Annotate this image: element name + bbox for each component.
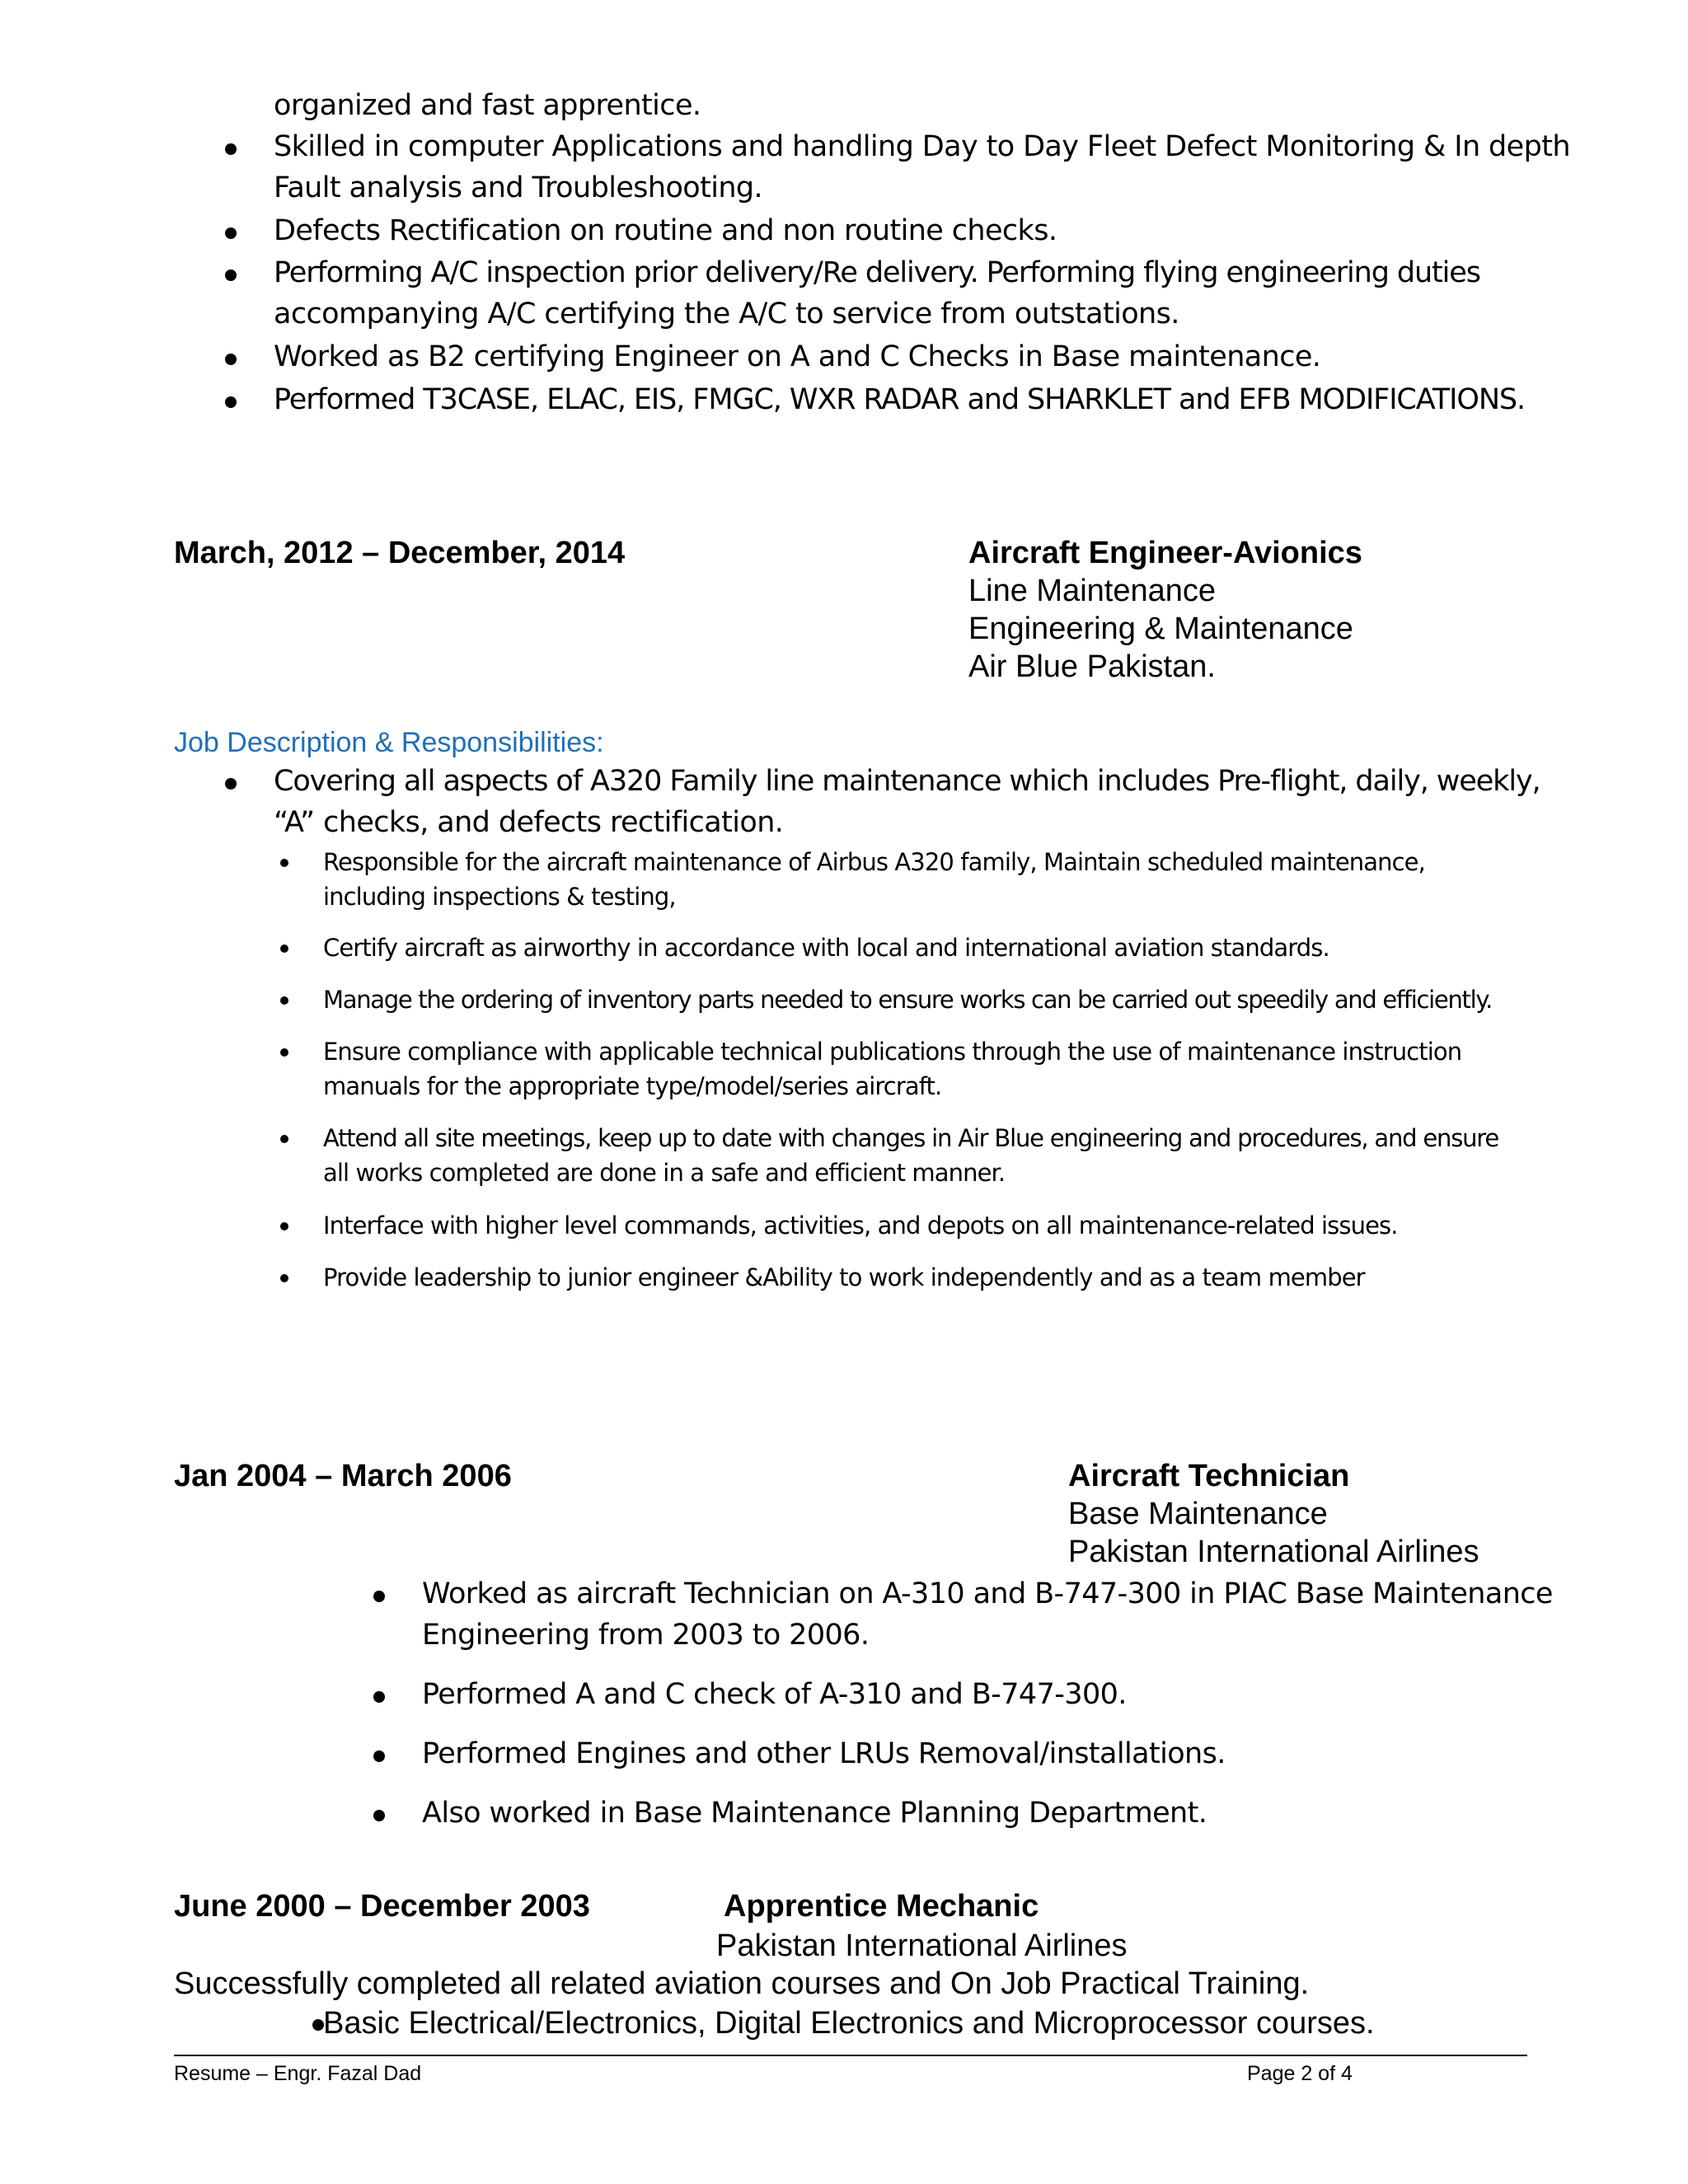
bullet-icon: [280, 1135, 288, 1143]
top-bullet-3-line1: Performing A/C inspection prior delivery/Re delivery. Performing flying engineering duties: [274, 256, 1480, 289]
bullet-icon: [225, 778, 237, 790]
sub-bullet-4-line1: Ensure compliance with applicable technical publications through the use of maintenance instruction: [323, 1038, 1462, 1066]
tech-bullet-1-line2: Engineering from 2003 to 2006.: [422, 1619, 870, 1652]
top-bullet-2: Defects Rectification on routine and non routine checks.: [274, 214, 1057, 247]
job-org-line: Line Maintenance: [968, 574, 1216, 608]
apprentice-bullet: Basic Electrical/Electronics, Digital Electronics and Microprocessor courses.: [323, 2006, 1375, 2041]
bullet-icon: [280, 859, 288, 867]
bullet-icon: [280, 1274, 288, 1282]
sub-bullet-5-line2: all works completed are done in a safe and efficient manner.: [323, 1159, 1006, 1187]
top-bullet-3-line2: accompanying A/C certifying the A/C to service from outstations.: [274, 298, 1179, 330]
bullet-icon: [312, 2019, 324, 2031]
job-dates: Jan 2004 – March 2006: [174, 1459, 512, 1493]
section-heading: Job Description & Responsibilities:: [174, 727, 604, 758]
footer-page-number: Page 2 of 4: [1247, 2062, 1353, 2085]
continuation-text: organized and fast apprentice.: [274, 89, 701, 122]
sub-bullet-1-line2: including inspections & testing,: [323, 883, 676, 911]
bullet-icon: [373, 1810, 385, 1821]
bullet-icon: [225, 354, 237, 365]
top-bullet-1-line2: Fault analysis and Troubleshooting.: [274, 171, 763, 204]
bullet-icon: [225, 396, 237, 408]
bullet-icon: [373, 1591, 385, 1602]
job-org-line: Air Blue Pakistan.: [968, 649, 1216, 684]
bullet-icon: [225, 269, 237, 281]
tech-bullet-3: Performed Engines and other LRUs Removal/installations.: [422, 1737, 1226, 1770]
main-bullet-line2: “A” checks, and defects rectification.: [274, 806, 784, 839]
job-dates: June 2000 – December 2003: [174, 1889, 590, 1924]
sub-bullet-2: Certify aircraft as airworthy in accordance with local and international aviation standards.: [323, 934, 1329, 962]
sub-bullet-3: Manage the ordering of inventory parts needed to ensure works can be carried out speedily and efficiently.: [323, 986, 1493, 1014]
job-title: Aircraft Technician: [1068, 1459, 1350, 1493]
footer-left: Resume – Engr. Fazal Dad: [174, 2062, 422, 2085]
job-title: Aircraft Engineer-Avionics: [968, 536, 1362, 570]
main-bullet-line1: Covering all aspects of A320 Family line maintenance which includes Pre-flight, daily, weekly,: [274, 765, 1540, 798]
apprentice-summary: Successfully completed all related aviation courses and On Job Practical Training.: [174, 1966, 1310, 2001]
job-dates: March, 2012 – December, 2014: [174, 536, 626, 570]
bullet-icon: [225, 227, 237, 239]
bullet-icon: [280, 1048, 288, 1057]
footer-divider: [174, 2055, 1527, 2056]
top-bullet-5: Performed T3CASE, ELAC, EIS, FMGC, WXR RADAR and SHARKLET and EFB MODIFICATIONS.: [274, 383, 1526, 416]
job-title: Apprentice Mechanic: [724, 1889, 1039, 1924]
job-org-line: Engineering & Maintenance: [968, 612, 1353, 646]
sub-bullet-6: Interface with higher level commands, activities, and depots on all maintenance-related issues.: [323, 1212, 1398, 1240]
tech-bullet-2: Performed A and C check of A-310 and B-747-300.: [422, 1678, 1127, 1711]
bullet-icon: [280, 996, 288, 1005]
tech-bullet-1-line1: Worked as aircraft Technician on A-310 and B-747-300 in PIAC Base Maintenance: [422, 1577, 1553, 1610]
sub-bullet-4-line2: manuals for the appropriate type/model/series aircraft.: [323, 1072, 942, 1100]
top-bullet-1-line1: Skilled in computer Applications and handling Day to Day Fleet Defect Monitoring & In depth: [274, 130, 1570, 163]
bullet-icon: [280, 1222, 288, 1230]
bullet-icon: [373, 1691, 385, 1703]
tech-bullet-4: Also worked in Base Maintenance Planning Department.: [422, 1797, 1207, 1830]
job-org-line: Base Maintenance: [1068, 1497, 1328, 1531]
job-org-line: Pakistan International Airlines: [716, 1929, 1128, 1963]
top-bullet-4: Worked as B2 certifying Engineer on A and C Checks in Base maintenance.: [274, 340, 1321, 373]
bullet-icon: [373, 1750, 385, 1762]
sub-bullet-7: Provide leadership to junior engineer &Ability to work independently and as a team member: [323, 1263, 1365, 1291]
sub-bullet-1-line1: Responsible for the aircraft maintenance of Airbus A320 family, Maintain scheduled maintenance,: [323, 848, 1425, 876]
bullet-icon: [280, 944, 288, 953]
bullet-icon: [225, 143, 237, 155]
sub-bullet-5-line1: Attend all site meetings, keep up to date with changes in Air Blue engineering and procedures, and ensure: [323, 1124, 1499, 1152]
job-org-line: Pakistan International Airlines: [1068, 1535, 1479, 1569]
